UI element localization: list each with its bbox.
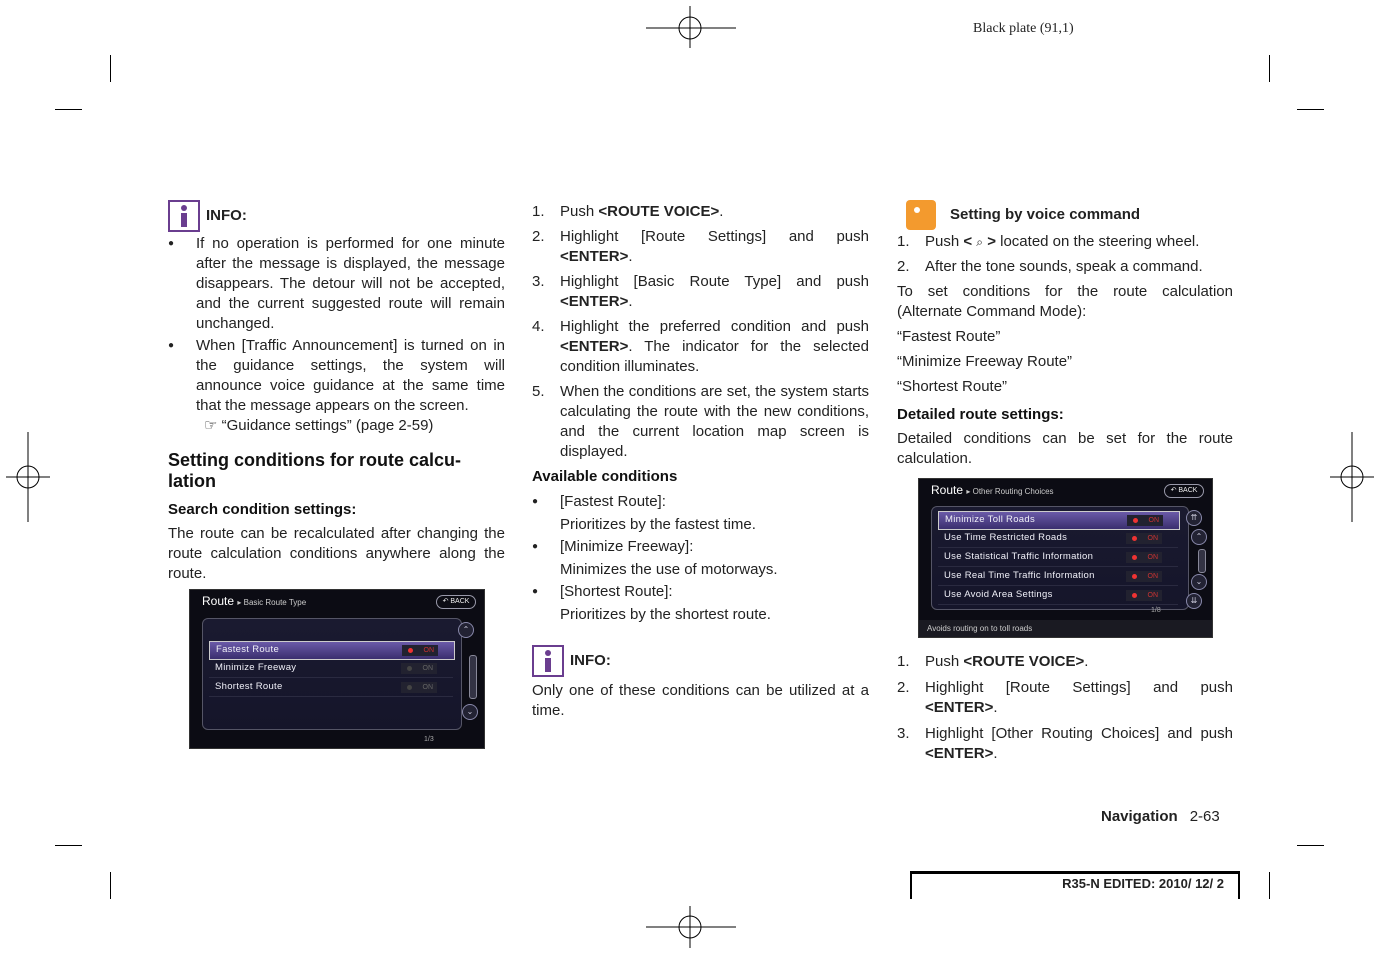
- plate-label: Black plate (91,1): [973, 21, 1074, 36]
- list-item[interactable]: Shortest Route ON: [209, 679, 453, 697]
- option-list: [202, 618, 462, 730]
- registration-mark-bottom: [646, 906, 736, 948]
- step-item: 1. Push <ROUTE VOICE>.: [897, 653, 1089, 670]
- talk-button-icon: ⌕: [976, 235, 984, 249]
- page-indicator: 1/3: [424, 736, 434, 743]
- back-button[interactable]: ↶ BACK: [436, 595, 476, 609]
- info-icon: [532, 645, 564, 677]
- condition-name: ● [Shortest Route]:: [532, 582, 869, 602]
- step-item: 2. Highlight [Route Settings] and push <ENTER>.: [532, 228, 869, 265]
- indicator-dot-icon: [1132, 593, 1137, 598]
- scrollbar[interactable]: [1198, 549, 1206, 573]
- list-item[interactable]: Minimize Freeway ON: [209, 660, 453, 678]
- column-right: [897, 200, 1233, 469]
- condition-desc: Prioritizes by the shortest route.: [560, 606, 771, 623]
- page-up-icon[interactable]: ⇈: [1186, 510, 1202, 526]
- info-title: INFO:: [206, 207, 247, 224]
- scroll-up-icon[interactable]: ⌃: [458, 622, 474, 638]
- status-bar: Avoids routing on to toll roads: [919, 620, 1212, 637]
- info-bullet: ● If no operation is performed for one minute after the message is displayed, the message disappears. The detour will not be accepted, and the current suggested route will remain unchanged.: [168, 234, 505, 334]
- step-item: 2. Highlight [Route Settings] and push <ENTER>.: [897, 679, 1233, 716]
- screenshot-other-routing-choices: [918, 478, 1213, 638]
- status-indicator: ON: [1126, 533, 1162, 544]
- info-text: Only one of these conditions can be utilized at a time.: [532, 682, 869, 719]
- status-indicator: ON: [1127, 515, 1163, 526]
- scroll-up-icon[interactable]: ⌃: [1191, 529, 1207, 545]
- step-item: 4. Highlight the preferred condition and push <ENTER>. The indicator for the selected condition illuminates.: [532, 318, 869, 375]
- column-left: [168, 200, 505, 584]
- crop-mark: [1297, 109, 1324, 110]
- voice-command: “Minimize Freeway Route”: [897, 353, 1073, 370]
- body-text: The route can be recalculated after changing the route calculation conditions anywhere along the route.: [168, 525, 505, 582]
- registration-mark-top: [646, 6, 736, 48]
- indicator-dot-icon: [1133, 518, 1138, 523]
- scroll-down-icon[interactable]: ⌄: [462, 704, 478, 720]
- crop-mark: [1269, 55, 1270, 82]
- body-text: Detailed conditions can be set for the route calculation.: [897, 430, 1233, 467]
- status-indicator: ON: [402, 645, 438, 656]
- voice-command: “Shortest Route”: [897, 378, 1008, 395]
- indicator-dot-icon: [1132, 555, 1137, 560]
- condition-name: ● [Fastest Route]:: [532, 492, 869, 512]
- indicator-dot-icon: [407, 666, 412, 671]
- condition-desc: Minimizes the use of motorways.: [560, 561, 778, 578]
- column-middle: [532, 200, 869, 721]
- info-title: INFO:: [570, 652, 611, 669]
- reference-hand-icon: ☞: [204, 417, 218, 434]
- crop-mark: [55, 845, 82, 846]
- registration-mark-left: [6, 432, 50, 522]
- subheading: Detailed route settings:: [897, 406, 1064, 423]
- scrollbar[interactable]: [469, 655, 477, 699]
- crop-mark: [55, 109, 82, 110]
- crop-mark: [110, 872, 111, 899]
- edited-stamp: [910, 871, 1240, 899]
- column-right-steps: [897, 652, 1233, 764]
- indicator-dot-icon: [1132, 536, 1137, 541]
- edited-text: R35-N EDITED: 2010/ 12/ 2: [1062, 876, 1224, 891]
- step-item: 5. When the conditions are set, the system starts calculating the route with the new conditions, and the current location map screen is displayed.: [532, 383, 869, 460]
- section-heading: Setting conditions for route calcu-lation: [168, 450, 462, 491]
- subheading: Search condition settings:: [168, 501, 357, 518]
- status-indicator: ON: [401, 682, 437, 693]
- option-list: [931, 506, 1189, 610]
- page-down-icon[interactable]: ⇊: [1186, 593, 1202, 609]
- page-number: 2-63: [1189, 808, 1220, 825]
- status-indicator: ON: [401, 663, 437, 674]
- list-item[interactable]: Use Avoid Area Settings ON: [938, 587, 1178, 605]
- status-indicator: ON: [1126, 571, 1162, 582]
- voice-command: “Fastest Route”: [897, 328, 1001, 345]
- step-item: 3. Highlight [Other Routing Choices] and push <ENTER>.: [897, 725, 1233, 762]
- page-indicator: 1/8: [1151, 607, 1161, 614]
- condition-desc: Prioritizes by the fastest time.: [560, 516, 756, 533]
- crop-mark: [1269, 872, 1270, 899]
- step-item: 2. After the tone sounds, speak a command.: [897, 258, 1203, 275]
- list-item[interactable]: Use Real Time Traffic Information ON: [938, 568, 1178, 586]
- list-item[interactable]: Minimize Toll Roads ON: [938, 511, 1180, 530]
- section-name: Navigation: [1101, 808, 1178, 825]
- info-header: [532, 645, 869, 677]
- scroll-down-icon[interactable]: ⌄: [1191, 574, 1207, 590]
- voice-header: [906, 200, 1233, 230]
- screen-title: Route ▸ Basic Route Type: [202, 594, 307, 608]
- info-icon: [168, 200, 200, 232]
- condition-name: ● [Minimize Freeway]:: [532, 537, 869, 557]
- cross-reference[interactable]: [168, 416, 505, 436]
- crop-mark: [1297, 845, 1324, 846]
- list-item[interactable]: Use Time Restricted Roads ON: [938, 530, 1178, 548]
- screen-title: Route ▸ Other Routing Choices: [931, 483, 1054, 497]
- voice-heading: Setting by voice command: [950, 206, 1141, 223]
- status-indicator: ON: [1126, 552, 1162, 563]
- back-button[interactable]: ↶ BACK: [1164, 484, 1204, 498]
- list-item[interactable]: Use Statistical Traffic Information ON: [938, 549, 1178, 567]
- cross-reference-text: “Guidance settings” (page 2-59): [221, 417, 434, 434]
- registration-mark-right: [1330, 432, 1374, 522]
- body-text: To set conditions for the route calculation (Alternate Command Mode):: [897, 283, 1233, 320]
- indicator-dot-icon: [408, 648, 413, 653]
- crop-mark: [110, 55, 111, 82]
- status-indicator: ON: [1126, 590, 1162, 601]
- info-bullet: ● When [Traffic Announcement] is turned on in the guidance settings, the system will announce voice guidance at the same time that the message appears on the screen.: [168, 336, 505, 416]
- indicator-dot-icon: [407, 685, 412, 690]
- step-item: 1. Push <ROUTE VOICE>.: [532, 203, 724, 220]
- list-item[interactable]: Fastest Route ON: [209, 641, 455, 660]
- step-item: 1. Push < ⌕ > located on the steering wheel.: [897, 233, 1200, 250]
- page-footer: [1101, 808, 1220, 825]
- indicator-dot-icon: [1132, 574, 1137, 579]
- info-header: [168, 200, 505, 232]
- subheading: Available conditions: [532, 468, 678, 485]
- step-item: 3. Highlight [Basic Route Type] and push <ENTER>.: [532, 273, 869, 310]
- screenshot-basic-route-type: [189, 589, 485, 749]
- voice-command-icon: [906, 200, 936, 230]
